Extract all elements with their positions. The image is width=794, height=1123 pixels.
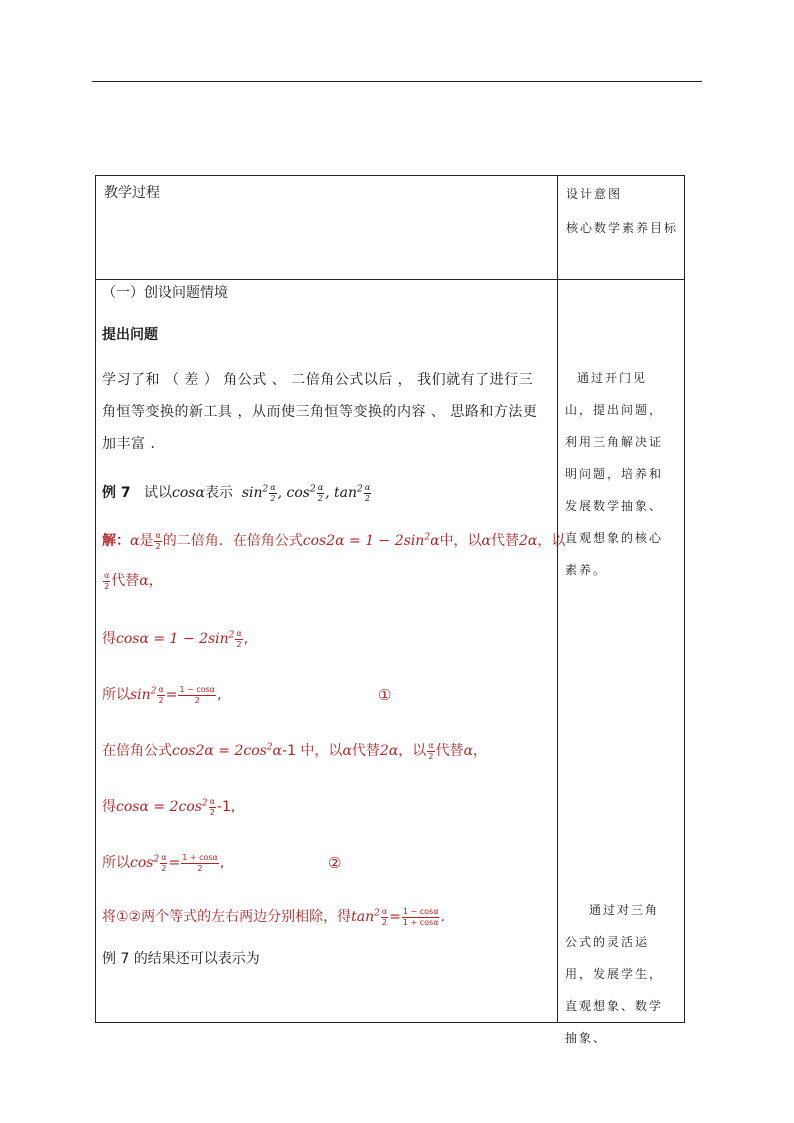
example-text2: 表示 [204, 485, 233, 501]
header-teaching-process [96, 176, 558, 280]
solution-label: 解： [102, 533, 130, 549]
derivation-in-formula: 在倍角公式$\cos 2\alpha = 2\cos^2\alpha-1$ 中，以α代替2α，以 $\frac{\alpha}{2}$ 代替α， [102, 740, 488, 761]
intro-paragraph: 学习了和 （ 差 ） 角公式 、 二倍角公式以后 ， 我们就有了进行三角恒等变换的新工具 ，从而使三角恒等变换的内容 、 思路和方法更加丰富 ． [102, 372, 538, 452]
header-side-title: 设计意图 [566, 187, 623, 201]
equation-mark-1: ① [378, 686, 392, 704]
header-rule [92, 81, 702, 82]
header-design-intent [558, 176, 685, 280]
teaching-content [96, 280, 566, 1023]
design-intent-notes [558, 280, 685, 1045]
derivation-divide: 将①②两个等式的左右两边分别相除，得$\tan^2$ $\frac{\alpha}{2}$ = $\frac{1 - \cos\alpha}{1 + \cos\alpha}$ . [102, 906, 445, 927]
equation-mark-2: ② [328, 854, 342, 872]
example-exprs: $\sin^2$ $\frac{\alpha}{2}$ , $\cos^2$ $\frac{\alpha}{2}$ , $\tan^2$ $\frac{\alpha}{2}$ [241, 482, 371, 503]
header-main-label: 教学过程 [104, 185, 160, 201]
lesson-table [95, 175, 685, 1045]
solution-line-2: $\frac{\alpha}{2}$ 代替α， [104, 570, 163, 591]
example-label: 例 7 [102, 485, 131, 501]
header-side-sub: 核心数学素养目标 [566, 221, 679, 235]
derivation-get-2: 得$\cos\alpha = 2\cos^2$ $\frac{\alpha}{2}$ -1, [102, 796, 236, 817]
result-line: 例 7 的结果还可以表示为 [102, 951, 260, 967]
side-note-1: 通过开门见山，提出问题，利用三角解决证明问题，培养和发展数学抽象、直观想象的核心素养。 [565, 371, 664, 577]
solution-line-1: 解：α是 $\frac{\alpha}{2}$ 的二倍角．在倍角公式$\cos 2\alpha = 1 - 2\sin^2\alpha$中，以α代替2α，以 [102, 530, 566, 551]
example-text: 试以 [143, 485, 172, 501]
example-line [102, 482, 372, 504]
derivation-so-1: 所以$\sin^2$ $\frac{\alpha}{2}$ = $\frac{1 - \cos\alpha}{2}$ , [102, 684, 222, 705]
derivation-so-2: 所以$\cos^2$ $\frac{\alpha}{2}$ = $\frac{1 + \cos\alpha}{2}$ , [102, 852, 225, 873]
subtitle: 提出问题 [102, 327, 158, 343]
section-title: （一）创设问题情境 [102, 285, 228, 301]
derivation-get-1: 得$\cos\alpha = 1 - 2\sin^2$ $\frac{\alpha}{2}$ , [102, 628, 249, 649]
side-note-2: 通过对三角公式的灵活运用，发展学生，直观想象、数学抽象、 [565, 903, 664, 1045]
example-cos: cosα [171, 485, 205, 501]
